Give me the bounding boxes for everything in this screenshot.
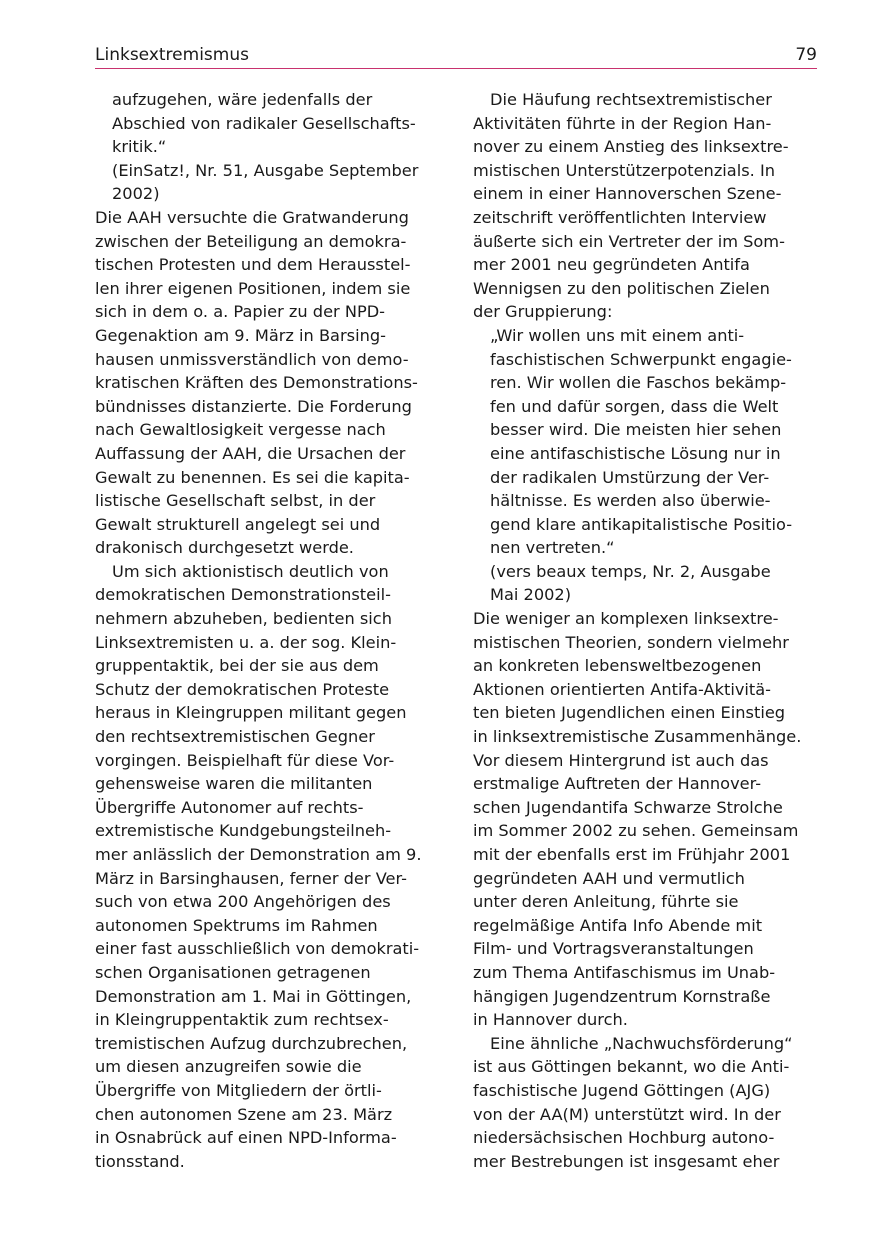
- text-line: mer anlässlich der Demonstration am 9.: [95, 845, 422, 864]
- text-line: Gewalt zu benennen. Es sei die kapita-: [95, 467, 410, 487]
- text-line: eine antifaschistische Lösung nur in: [490, 443, 781, 463]
- text-line: chen autonomen Szene am 23. März: [95, 1104, 393, 1124]
- text-line: such von etwa 200 Angehörigen des: [95, 892, 391, 912]
- text-line: Linksextremisten u. a. der sog. Klein-: [95, 632, 397, 652]
- text-line: zeitschrift veröffentlichten Interview: [473, 207, 767, 227]
- text-line: hältnisse. Es werden also überwie-: [490, 491, 771, 511]
- text-line: Aktivitäten führte in der Region Han-: [473, 113, 772, 133]
- text-line: Aktionen orientierten Antifa-Aktivitä-: [473, 679, 772, 699]
- text-line: der Gruppierung:: [473, 302, 613, 322]
- text-line: in Osnabrück auf einen NPD-Informa-: [95, 1128, 397, 1148]
- text-line: mit der ebenfalls erst im Frühjahr 2001: [473, 845, 791, 864]
- text-line: unter deren Anleitung, führte sie: [473, 892, 739, 912]
- text-line: erstmalige Auftreten der Hannover-: [473, 774, 762, 794]
- text-line: März in Barsinghausen, ferner der Ver-: [95, 868, 407, 888]
- text-line: 2002): [112, 184, 160, 204]
- text-line: zwischen der Beteiligung an demokra-: [95, 231, 407, 251]
- right-text-column: [473, 88, 818, 1173]
- text-line: mistischen Unterstützerpotenzials. In: [473, 160, 775, 180]
- text-line: Gegenaktion am 9. März in Barsing-: [95, 325, 386, 345]
- text-line: (vers beaux temps, Nr. 2, Ausgabe: [490, 561, 771, 581]
- text-line: tionsstand.: [95, 1151, 185, 1171]
- text-line: Demonstration am 1. Mai in Göttingen,: [95, 986, 412, 1006]
- text-line: ist aus Göttingen bekannt, wo die Anti-: [473, 1057, 790, 1077]
- text-line: Die AAH versuchte die Gratwanderung: [95, 207, 409, 227]
- text-line: Schutz der demokratischen Proteste: [95, 679, 390, 699]
- text-line: an konkreten lebensweltbezogenen: [473, 656, 762, 676]
- text-line: mer Bestrebungen ist insgesamt eher: [473, 1151, 780, 1171]
- text-line: kritik.“: [112, 137, 167, 157]
- text-line: äußerte sich ein Vertreter der im Som-: [473, 231, 785, 251]
- text-line: fen und dafür sorgen, dass die Welt: [490, 396, 779, 416]
- text-line: ren. Wir wollen die Faschos bekämp-: [490, 373, 787, 393]
- text-line: nen vertreten.“: [490, 538, 615, 558]
- text-line: Vor diesem Hintergrund ist auch das: [473, 750, 769, 770]
- text-line: im Sommer 2002 zu sehen. Gemeinsam: [473, 821, 799, 841]
- text-line: gend klare antikapitalistische Positio-: [490, 514, 793, 534]
- text-line: extremistische Kundgebungsteilneh-: [95, 821, 392, 841]
- text-line: von der AA(M) unterstützt wird. In der: [473, 1104, 781, 1124]
- text-line: in linksextremistische Zusammenhänge.: [473, 727, 802, 747]
- text-line: tremistischen Aufzug durchzubrechen,: [95, 1033, 408, 1053]
- text-line: besser wird. Die meisten hier sehen: [490, 420, 782, 440]
- text-line: listische Gesellschaft selbst, in der: [95, 491, 376, 511]
- text-line: mer 2001 neu gegründeten Antifa: [473, 255, 750, 275]
- text-line: gegründeten AAH und vermutlich: [473, 868, 745, 888]
- text-line: demokratischen Demonstrationsteil-: [95, 585, 391, 605]
- text-line: Auffassung der AAH, die Ursachen der: [95, 443, 406, 463]
- text-line: bündnisses distanzierte. Die Forderung: [95, 396, 412, 416]
- text-line: in Kleingruppentaktik zum rechtsex-: [95, 1010, 389, 1030]
- text-line: nehmern abzuheben, bedienten sich: [95, 609, 392, 629]
- text-line: tischen Protesten und dem Herausstel-: [95, 255, 411, 275]
- text-line: drakonisch durchgesetzt werde.: [95, 538, 354, 558]
- running-title: Linksextremismus: [95, 45, 249, 65]
- text-line: Übergriffe Autonomer auf rechts-: [95, 797, 364, 817]
- text-line: niedersächsischen Hochburg autono-: [473, 1128, 775, 1148]
- text-line: (EinSatz!, Nr. 51, Ausgabe September: [112, 160, 419, 180]
- page-header: [95, 42, 817, 69]
- text-line: Wennigsen zu den politischen Zielen: [473, 278, 770, 298]
- text-line: Die weniger an komplexen linksextre-: [473, 609, 779, 629]
- text-line: len ihrer eigenen Positionen, indem sie: [95, 278, 411, 298]
- text-line: zum Thema Antifaschismus im Unab-: [473, 962, 776, 982]
- text-line: „Wir wollen uns mit einem anti-: [490, 325, 745, 345]
- text-line: Mai 2002): [490, 585, 572, 605]
- text-line: aufzugehen, wäre jedenfalls der: [112, 90, 373, 109]
- text-line: der radikalen Umstürzung der Ver-: [490, 467, 770, 487]
- text-line: gehensweise waren die militanten: [95, 774, 373, 794]
- text-line: Abschied von radikaler Gesellschafts-: [112, 113, 416, 133]
- text-line: den rechtsextremistischen Gegner: [95, 727, 375, 747]
- text-line: Um sich aktionistisch deutlich von: [112, 561, 389, 581]
- text-line: schen Jugendantifa Schwarze Strolche: [473, 797, 783, 817]
- text-line: gruppentaktik, bei der sie aus dem: [95, 656, 379, 676]
- text-line: Eine ähnliche „Nachwuchsförderung“: [490, 1033, 793, 1053]
- left-text-column: [95, 88, 440, 1173]
- text-line: faschistische Jugend Göttingen (AJG): [473, 1080, 771, 1100]
- text-line: Die Häufung rechtsextremistischer: [490, 90, 772, 109]
- text-line: um diesen anzugreifen sowie die: [95, 1057, 362, 1077]
- text-line: kratischen Kräften des Demonstrations-: [95, 373, 418, 393]
- text-line: schen Organisationen getragenen: [95, 962, 371, 982]
- text-line: heraus in Kleingruppen militant gegen: [95, 703, 407, 723]
- text-line: nover zu einem Anstieg des linksextre-: [473, 137, 789, 157]
- text-line: regelmäßige Antifa Info Abende mit: [473, 915, 763, 935]
- text-line: Film- und Vortragsveranstaltungen: [473, 939, 754, 959]
- text-line: Übergriffe von Mitgliedern der örtli-: [95, 1080, 382, 1100]
- text-line: Gewalt strukturell angelegt sei und: [95, 514, 381, 534]
- text-line: vorgingen. Beispielhaft für diese Vor-: [95, 750, 395, 770]
- text-line: hausen unmissverständlich von demo-: [95, 349, 409, 369]
- text-line: sich in dem o. a. Papier zu der NPD-: [95, 302, 386, 322]
- text-line: einem in einer Hannoverschen Szene-: [473, 184, 782, 204]
- text-line: hängigen Jugendzentrum Kornstraße: [473, 986, 771, 1006]
- text-line: nach Gewaltlosigkeit vergesse nach: [95, 420, 386, 440]
- text-line: ten bieten Jugendlichen einen Einstieg: [473, 703, 786, 723]
- page-number: 79: [795, 45, 817, 65]
- text-line: einer fast ausschließlich von demokrati-: [95, 939, 420, 959]
- text-line: faschistischen Schwerpunkt engagie-: [490, 349, 792, 369]
- text-line: in Hannover durch.: [473, 1010, 628, 1030]
- text-line: autonomen Spektrums im Rahmen: [95, 915, 378, 935]
- text-line: mistischen Theorien, sondern vielmehr: [473, 632, 789, 652]
